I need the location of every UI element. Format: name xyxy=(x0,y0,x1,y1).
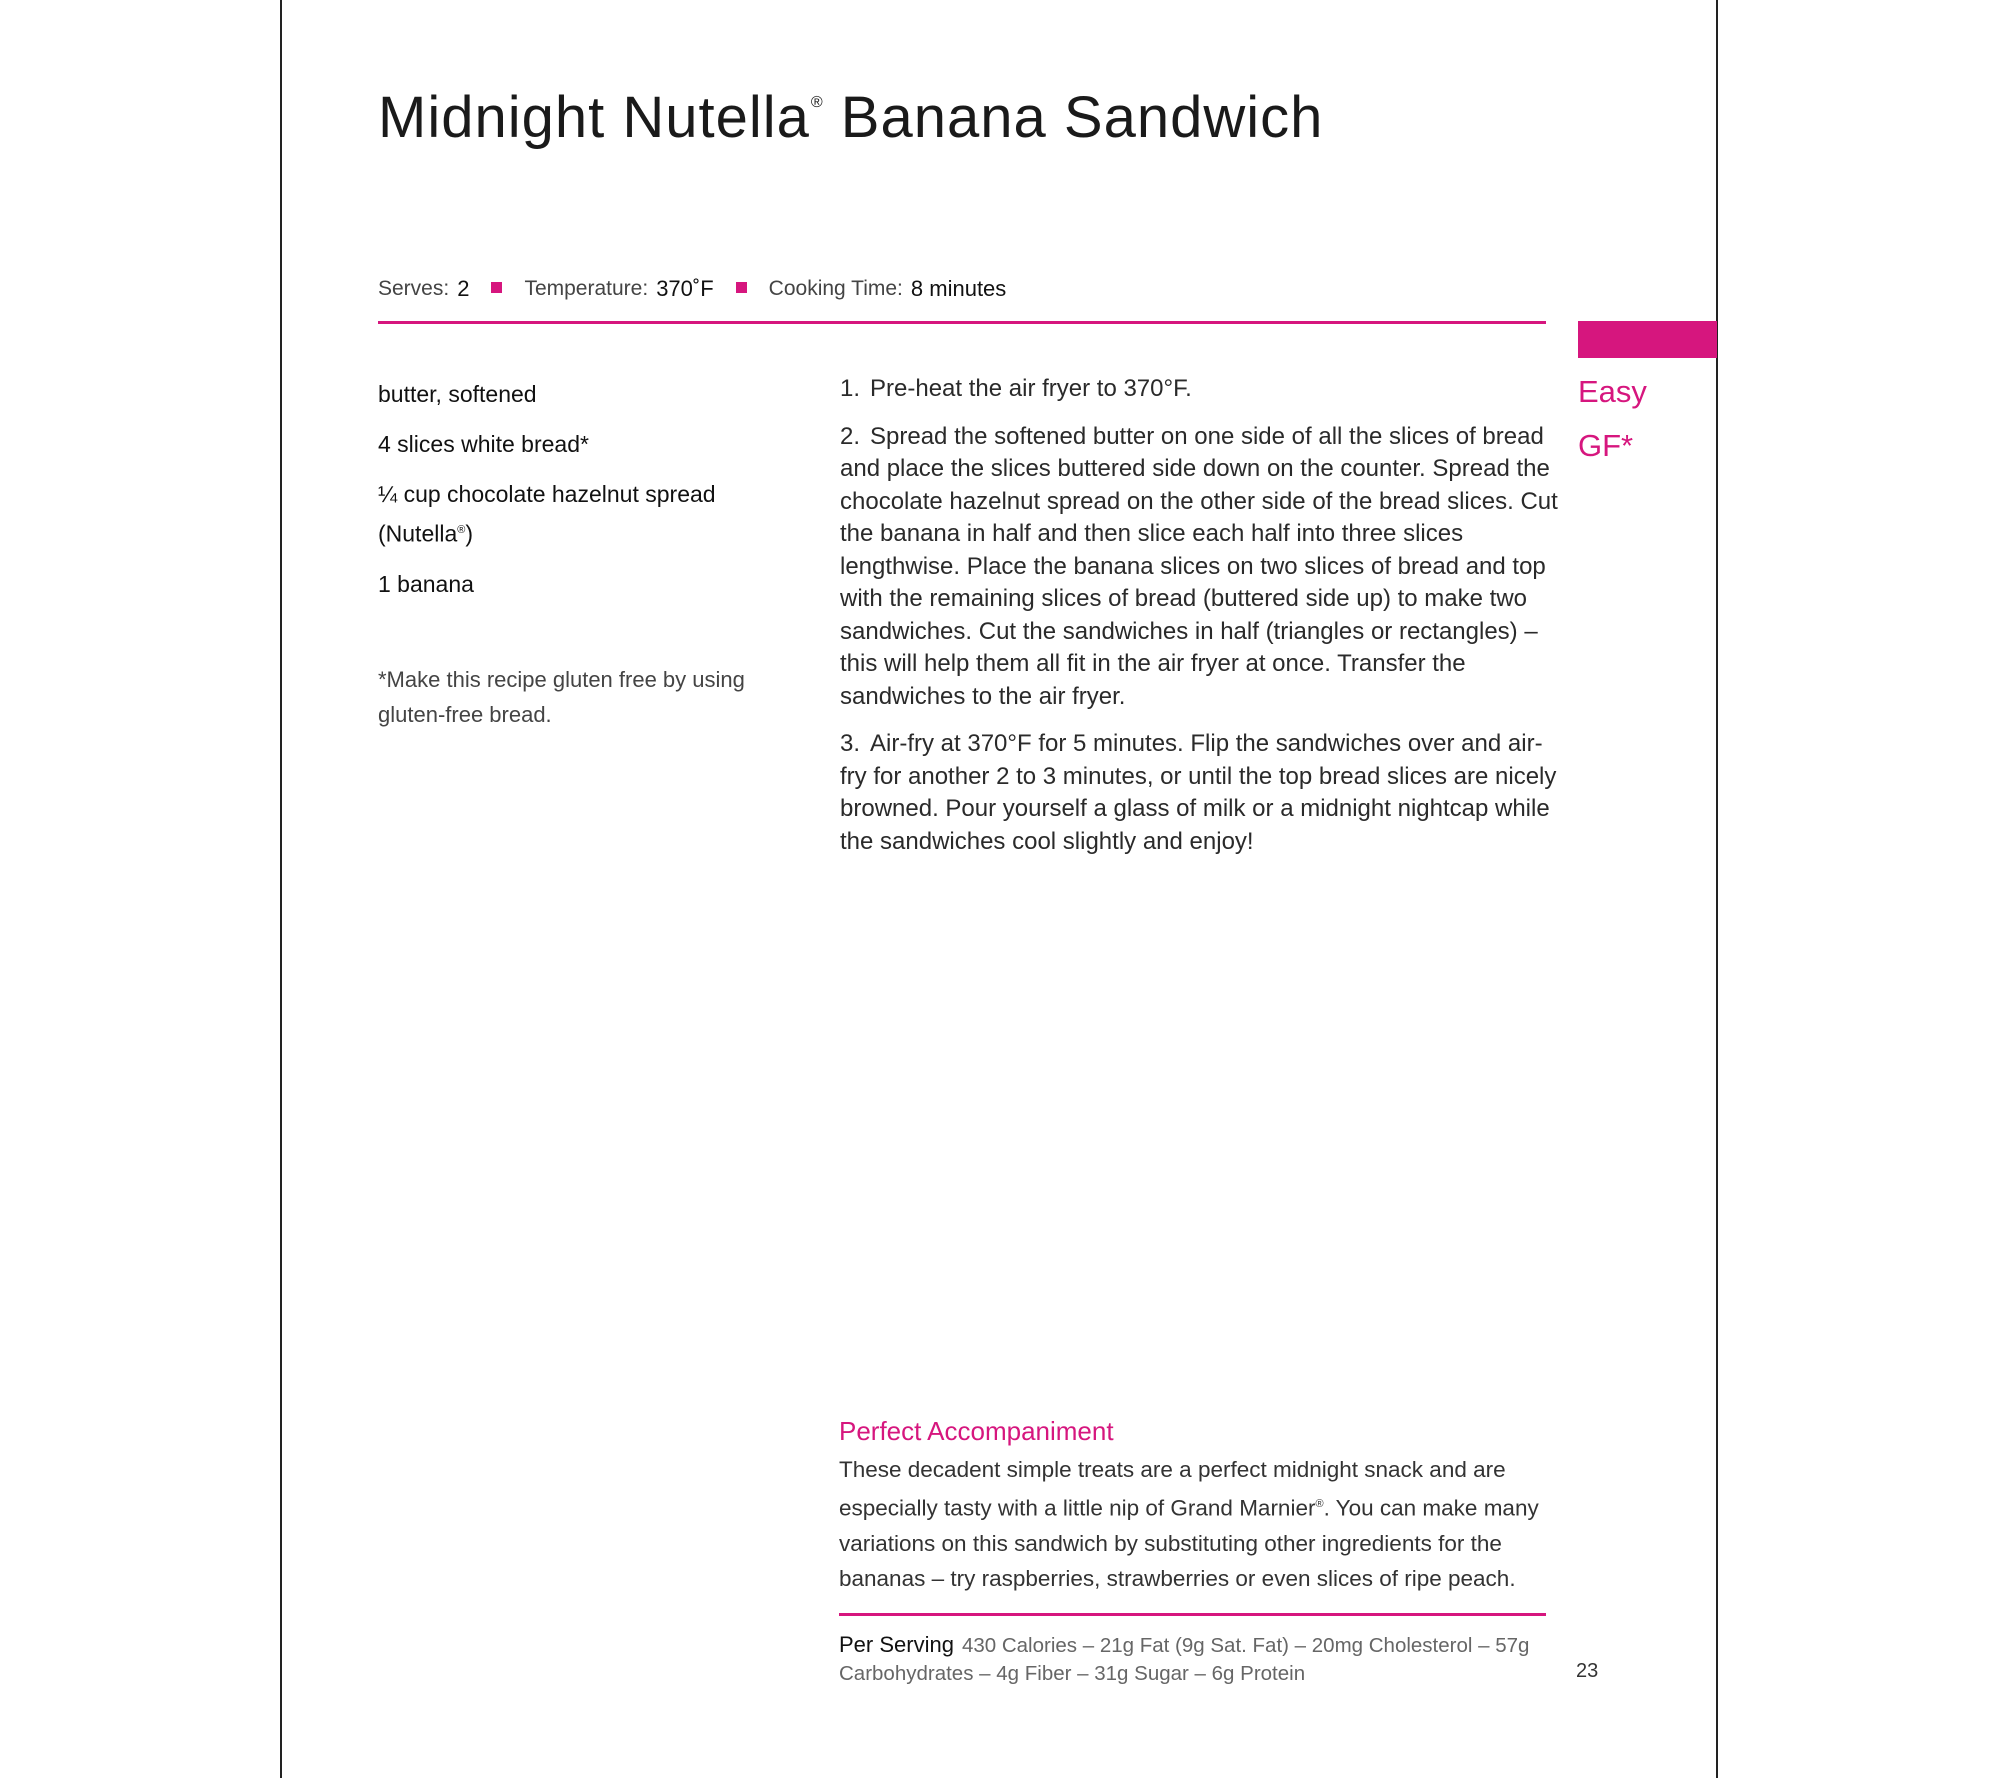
ingredients-list xyxy=(378,376,778,616)
step-text: Spread the softened butter on one side of all the slices of bread and place the slices buttered side down on the counter. Spread the chocolate hazelnut spread on the other side of the bread slices. Cut the banana in half and then slice each half into three slices lengthwise. Place the banana slices on two slices of bread and top with the remaining slices of bread (buttered side up) to make two sandwiches. Cut the sandwiches in half (triangles or rectangles) – this will help them all fit in the air fryer at once. Transfer the sandwiches to the air fryer. xyxy=(840,422,1558,710)
side-tab-bar xyxy=(1578,321,1717,358)
recipe-title xyxy=(378,84,1323,151)
serves-value: 2 xyxy=(457,276,470,301)
ingredient-item: 4 slices white bread* xyxy=(378,431,589,457)
step-item xyxy=(840,421,1560,714)
tag-easy: Easy xyxy=(1578,374,1647,409)
step-text: Pre-heat the air fryer to 370°F. xyxy=(870,375,1192,402)
page-number: 23 xyxy=(1576,1660,1599,1682)
separator-square-icon xyxy=(491,282,502,293)
accompaniment-text-before: These decadent simple treats are a perfect midnight snack and are especially tasty with a little nip of Grand Marnier xyxy=(839,1457,1506,1521)
temperature-value: 370˚F xyxy=(656,276,714,301)
step-number: 3. xyxy=(840,730,861,757)
ingredient-close: ) xyxy=(465,520,474,547)
tag-gluten-free: GF* xyxy=(1578,428,1634,463)
serves-label: Serves: xyxy=(378,277,450,300)
temperature-label: Temperature: xyxy=(524,277,649,300)
per-serving-label: Per Serving xyxy=(839,1632,954,1657)
step-number: 1. xyxy=(840,375,861,402)
step-number: 2. xyxy=(840,422,861,450)
cooking-time-value: 8 minutes xyxy=(910,276,1007,301)
step-text: Air-fry at 370°F for 5 minutes. Flip the sandwiches over and air-fry for another 2 to 3 minutes, or until the top bread slices are nicely browned. Pour yourself a glass of milk or a midnight nightcap while the sandwiches cool slightly and enjoy! xyxy=(840,730,1557,855)
nutrition-divider xyxy=(839,1613,1546,1616)
title-text: Midnight Nutella xyxy=(378,85,810,150)
registered-mark: ® xyxy=(1315,1498,1324,1510)
nutrition-values: 430 Calories – 21g Fat (9g Sat. Fat) – 20mg Cholesterol – 57g Carbohydrates – 4g Fiber – 31g Sugar – 6g Protein xyxy=(839,1634,1530,1685)
accompaniment-text-after: . You can make many variations on this sandwich by substituting other ingredients for the bananas – try raspberries, strawberries or even slices of ripe peach. xyxy=(839,1495,1539,1591)
cooking-time-label: Cooking Time: xyxy=(768,277,903,300)
recipe-meta xyxy=(378,276,1006,302)
accompaniment-text xyxy=(839,1452,1559,1596)
gluten-free-note: *Make this recipe gluten free by using gluten-free bread. xyxy=(378,667,745,727)
ingredient-item xyxy=(378,476,778,552)
registered-mark: ® xyxy=(457,524,466,536)
separator-square-icon xyxy=(736,282,747,293)
header-divider xyxy=(378,321,1546,324)
ingredient-item: butter, softened xyxy=(378,381,537,407)
registered-mark: ® xyxy=(810,94,824,111)
title-suffix: Banana Sandwich xyxy=(823,85,1324,150)
accompaniment-heading: Perfect Accompaniment xyxy=(839,1416,1114,1446)
page-border-right xyxy=(1716,0,1718,1778)
ingredient-item: 1 banana xyxy=(378,570,474,597)
step-item xyxy=(840,373,1560,406)
step-item xyxy=(840,728,1560,858)
page-border-left xyxy=(280,0,282,1778)
nutrition-info xyxy=(839,1631,1559,1688)
instructions xyxy=(840,373,1560,873)
ingredient-text: ¼ cup chocolate hazelnut spread (Nutella xyxy=(378,481,716,547)
